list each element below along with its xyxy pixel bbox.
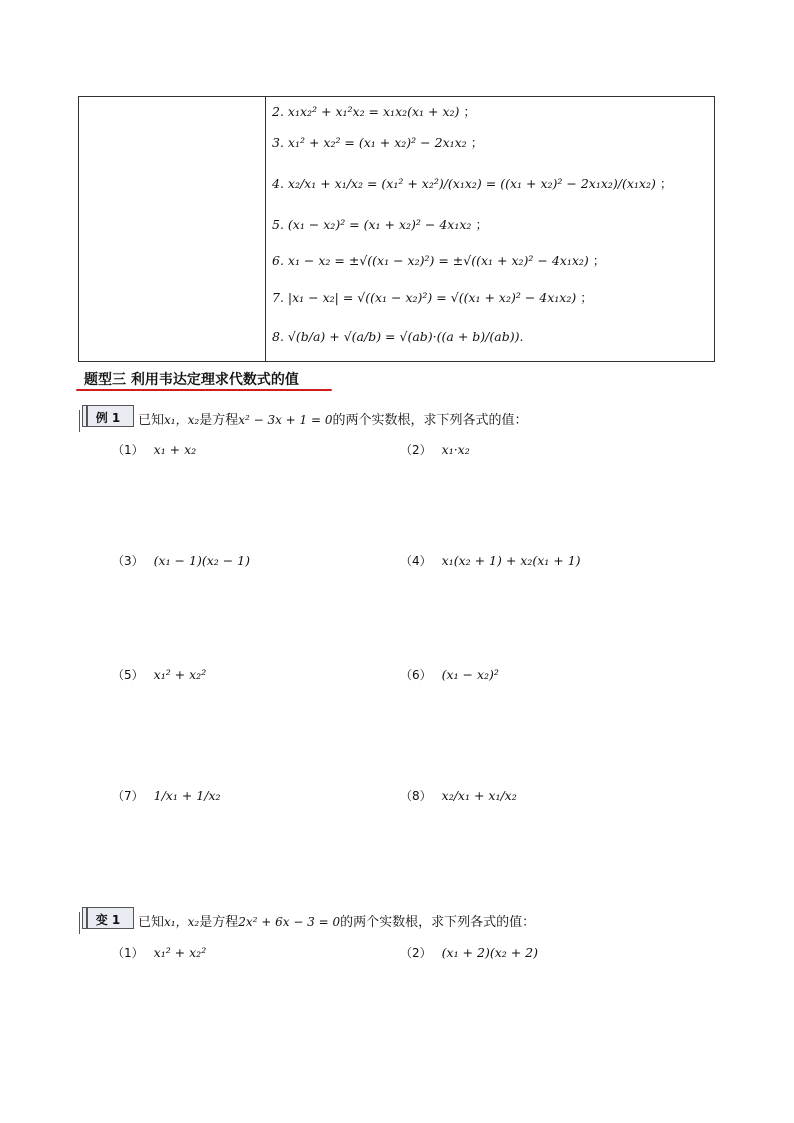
- prompt-text: 已知: [138, 413, 165, 428]
- tag-bar-outer: [79, 410, 80, 432]
- formula-5: 5. (x₁ − x₂)² = (x₁ + x₂)² − 4x₁x₂ ；: [272, 217, 488, 232]
- example-tag-label: 例 1: [95, 411, 121, 425]
- prompt-text: 已知: [138, 915, 165, 930]
- example-tag: [82, 405, 134, 427]
- prompt-text: 的两个实数根，求下列各式的值：: [332, 413, 528, 428]
- formula-2: 2. x₁x₂² + x₁²x₂ = x₁x₂(x₁ + x₂) ；: [272, 104, 476, 119]
- formula-3: 3. x₁² + x₂² = (x₁ + x₂)² − 2x₁x₂ ；: [272, 135, 484, 150]
- formula-7: 7. |x₁ − x₂| = √((x₁ − x₂)²) = √((x₁ + x₂)² − 4x₁x₂) ；: [272, 290, 593, 305]
- example-item-5: （5） x₁² + x₂²: [112, 667, 207, 682]
- formula-6: 6. x₁ − x₂ = ±√((x₁ − x₂)²) = ±√((x₁ + x₂)² − 4x₁x₂) ；: [272, 253, 606, 268]
- prompt-equation: x² − 3x + 1 = 0: [238, 413, 333, 427]
- formula-table: [78, 96, 715, 362]
- prompt-text: 是方程: [199, 413, 239, 428]
- example-item-6: （6） (x₁ − x₂)²: [400, 667, 499, 682]
- variant-prompt: [138, 911, 535, 930]
- table-column-divider: [265, 97, 266, 361]
- formula-8: 8. √(b/a) + √(a/b) = √(ab)·((a + b)/(ab)).: [272, 329, 524, 344]
- example-item-4: （4） x₁(x₂ + 1) + x₂(x₁ + 1): [400, 553, 581, 568]
- example-item-7: （7） 1/x₁ + 1/x₂: [112, 788, 221, 803]
- prompt-text: 的两个实数根，求下列各式的值：: [340, 915, 536, 930]
- example-prompt: [138, 409, 528, 428]
- section-underline: [76, 389, 332, 391]
- example-item-8: （8） x₂/x₁ + x₁/x₂: [400, 788, 517, 803]
- variant-item-2: （2） (x₁ + 2)(x₂ + 2): [400, 945, 539, 960]
- formula-4: 4. x₂/x₁ + x₁/x₂ = (x₁² + x₂²)/(x₁x₂) = ((x₁ + x₂)² − 2x₁x₂)/(x₁x₂) ；: [272, 176, 673, 191]
- section-title: 题型三 利用韦达定理求代数式的值: [84, 372, 299, 388]
- example-item-3: （3） (x₁ − 1)(x₂ − 1): [112, 553, 251, 568]
- prompt-vars: x₁，x₂: [164, 915, 200, 929]
- variant-tag: [82, 907, 134, 929]
- example-item-2: （2） x₁·x₂: [400, 442, 470, 457]
- variant-item-1: （1） x₁² + x₂²: [112, 945, 207, 960]
- tag-bar-outer: [79, 912, 80, 934]
- prompt-equation: 2x² + 6x − 3 = 0: [238, 915, 341, 929]
- prompt-text: 是方程: [199, 915, 239, 930]
- example-item-1: （1） x₁ + x₂: [112, 442, 197, 457]
- variant-tag-label: 变 1: [95, 913, 121, 927]
- prompt-vars: x₁，x₂: [164, 413, 200, 427]
